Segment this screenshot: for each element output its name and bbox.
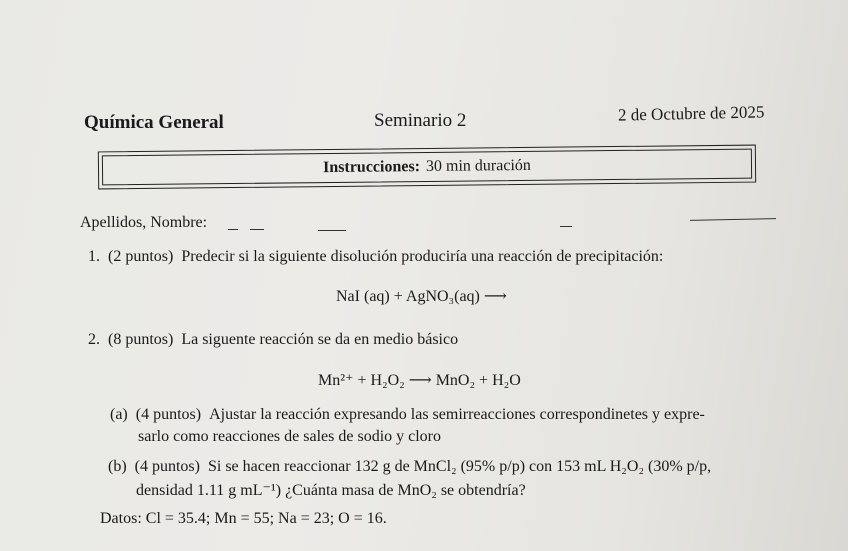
question-2 — [88, 331, 458, 349]
course-title: Química General — [84, 112, 224, 133]
name-line-segment — [318, 230, 346, 231]
part-b — [108, 458, 711, 476]
name-line-segment — [560, 226, 572, 227]
question-1-equation: NaI (aq) + AgNO₃(aq) ⟶ — [336, 288, 507, 305]
question-2-text: La siguente reacción se da en medio básico — [181, 331, 459, 348]
part-a-text-continued: sarlo como reacciones de sales de sodio y cloro — [138, 428, 442, 445]
part-b-label: (b) — [108, 458, 127, 475]
seminar-title: Seminario 2 — [374, 110, 467, 131]
part-b-text-continued: densidad 1.11 g mL⁻¹) ¿Cuánta masa de MnO₂ se obtendría? — [136, 482, 526, 499]
question-2-points: (8 puntos) — [108, 331, 174, 348]
name-line-segment — [690, 218, 776, 221]
exam-date: 2 de Octubre de 2025 — [617, 102, 765, 125]
data-constants: Datos: Cl = 35.4; Mn = 55; Na = 23; O = 16. — [100, 510, 387, 527]
instructions-label: Instrucciones: — [323, 158, 421, 177]
name-line-segment — [250, 229, 264, 230]
part-b-points: (4 puntos) — [134, 458, 200, 475]
part-a-text: Ajustar la reacción expresando las semirreacciones correspondinetes y expre- — [209, 406, 705, 423]
part-a — [110, 406, 705, 424]
part-b-text: Si se hacen reaccionar 132 g de MnCl₂ (95% p/p) con 153 mL H₂O₂ (30% p/p, — [207, 458, 712, 475]
question-1-number: 1. — [88, 248, 100, 265]
name-label: Apellidos, Nombre: — [80, 214, 208, 231]
question-1-text: Predecir si la siguiente disolución produciría una reacción de precipitación: — [181, 248, 664, 265]
part-a-label: (a) — [110, 406, 128, 423]
question-1 — [88, 248, 663, 266]
instructions-text: 30 min duración — [425, 156, 531, 176]
instructions-box — [98, 145, 756, 190]
name-line-segment — [228, 229, 238, 230]
question-2-number: 2. — [88, 331, 100, 348]
question-1-points: (2 puntos) — [108, 248, 174, 265]
question-2-equation: Mn²⁺ + H₂O₂ ⟶ MnO₂ + H₂O — [318, 372, 521, 389]
part-a-points: (4 puntos) — [135, 406, 202, 423]
